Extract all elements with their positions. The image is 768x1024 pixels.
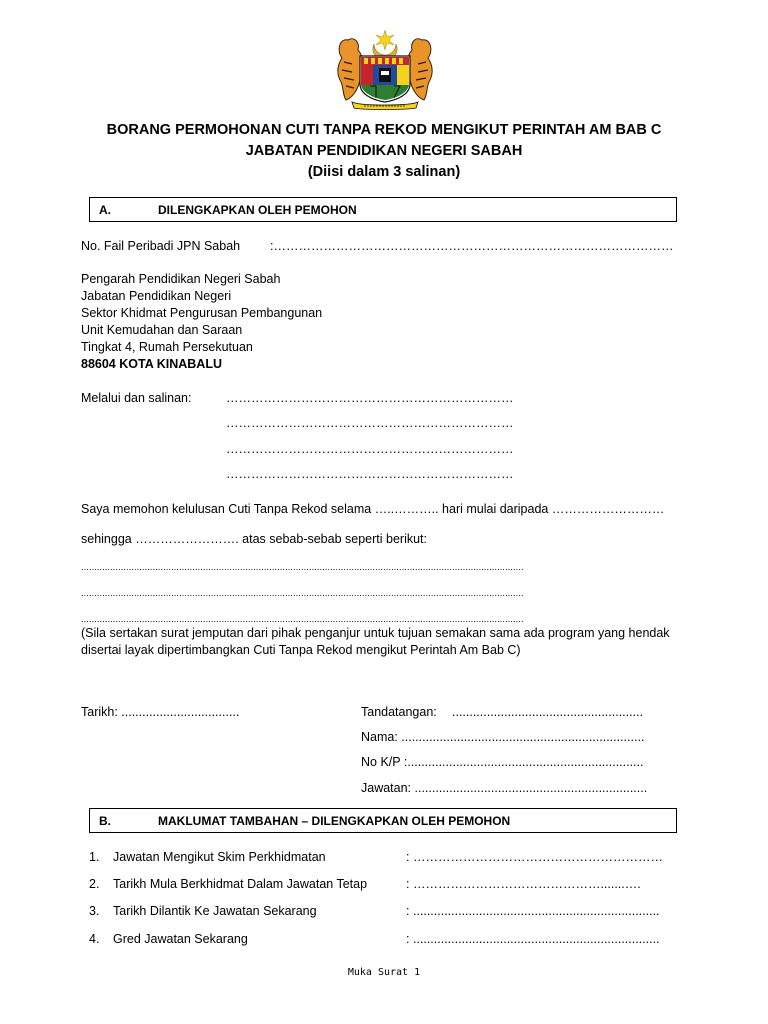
form-title: BORANG PERMOHONAN CUTI TANPA REKOD MENGIKUT PERINTAH AM BAB C xyxy=(106,122,662,138)
attachment-note-line-1: (Sila sertakan surat jemputan dari pihak penganjur untuk tujuan semakan sama ada program yang hendak xyxy=(81,626,670,640)
ic-number-field[interactable]: No K/P :.................................................................... xyxy=(361,755,644,769)
name-field[interactable]: Nama: ...................................................................... xyxy=(361,730,645,744)
item-label: Tarikh Dilantik Ke Jawatan Sekarang xyxy=(113,904,317,918)
item-number: 2. xyxy=(89,877,100,891)
item-value-field[interactable]: : ....................................................................... xyxy=(406,932,660,946)
address-line: Pengarah Pendidikan Negeri Sabah xyxy=(81,272,281,286)
section-b-header xyxy=(89,808,677,833)
address-city: 88604 KOTA KINABALU xyxy=(81,357,222,371)
section-a-title: DILENGKAPKAN OLEH PEMOHON xyxy=(158,203,357,217)
file-number-field[interactable]: :…………………………………………………………………………………… xyxy=(270,239,674,253)
via-label: Melalui dan salinan: xyxy=(81,391,192,405)
file-number-label: No. Fail Peribadi JPN Sabah xyxy=(81,239,241,253)
item-label: Tarikh Mula Berkhidmat Dalam Jawatan Tetap xyxy=(113,877,368,891)
item-value-field[interactable]: : ……………………………………….......…. xyxy=(406,877,641,891)
via-line-3[interactable]: …………………………………………………………… xyxy=(226,442,514,456)
item-number: 4. xyxy=(89,932,100,946)
reason-line-1[interactable]: ....................................................................................................................................................................... xyxy=(81,562,524,572)
signature-label: Tandatangan: xyxy=(361,705,437,719)
address-line: Jabatan Pendidikan Negeri xyxy=(81,289,232,303)
item-label: Gred Jawatan Sekarang xyxy=(113,932,248,946)
section-b-title: MAKLUMAT TAMBAHAN – DILENGKAPKAN OLEH PEMOHON xyxy=(158,814,511,828)
via-line-1[interactable]: …………………………………………………………… xyxy=(226,391,514,405)
address-line: Tingkat 4, Rumah Persekutuan xyxy=(81,340,253,354)
item-label: Jawatan Mengikut Skim Perkhidmatan xyxy=(113,850,326,864)
reason-line-2[interactable]: ....................................................................................................................................................................... xyxy=(81,588,524,598)
item-value-field[interactable]: : …………………………………………………… xyxy=(406,850,663,864)
reason-line-3[interactable]: ....................................................................................................................................................................... xyxy=(81,614,524,624)
department-title: JABATAN PENDIDIKAN NEGERI SABAH xyxy=(245,143,523,159)
copies-note: (Diisi dalam 3 salinan) xyxy=(307,164,461,180)
section-a-letter: A. xyxy=(99,203,111,217)
position-field[interactable]: Jawatan: ................................................................... xyxy=(361,781,648,795)
page-number: Muka Surat 1 xyxy=(347,967,421,978)
address-line: Sektor Khidmat Pengurusan Pembangunan xyxy=(81,306,323,320)
attachment-note-line-2: disertai layak dipertimbangkan Cuti Tanpa Rekod mengikut Perintah Am Bab C) xyxy=(81,643,521,657)
address-line: Unit Kemudahan dan Saraan xyxy=(81,323,243,337)
recipient-address xyxy=(81,272,322,372)
item-value-field[interactable]: : ....................................................................... xyxy=(406,904,660,918)
section-b-letter: B. xyxy=(99,814,111,828)
via-line-4[interactable]: …………………………………………………………… xyxy=(226,467,514,481)
date-field[interactable]: Tarikh: .................................. xyxy=(81,705,240,719)
item-number: 3. xyxy=(89,904,100,918)
section-a-header xyxy=(89,197,677,222)
item-number: 1. xyxy=(89,850,100,864)
signature-field[interactable]: ....................................................... xyxy=(452,705,644,719)
request-line-1[interactable]: Saya memohon kelulusan Cuti Tanpa Rekod selama …..……….. hari mulai daripada ……………………… xyxy=(81,502,665,516)
via-line-2[interactable]: …………………………………………………………… xyxy=(226,416,514,430)
request-line-2[interactable]: sehingga ……………………. atas sebab-sebab seperti berikut: xyxy=(81,532,427,546)
malaysia-coat-of-arms-icon xyxy=(330,28,440,110)
